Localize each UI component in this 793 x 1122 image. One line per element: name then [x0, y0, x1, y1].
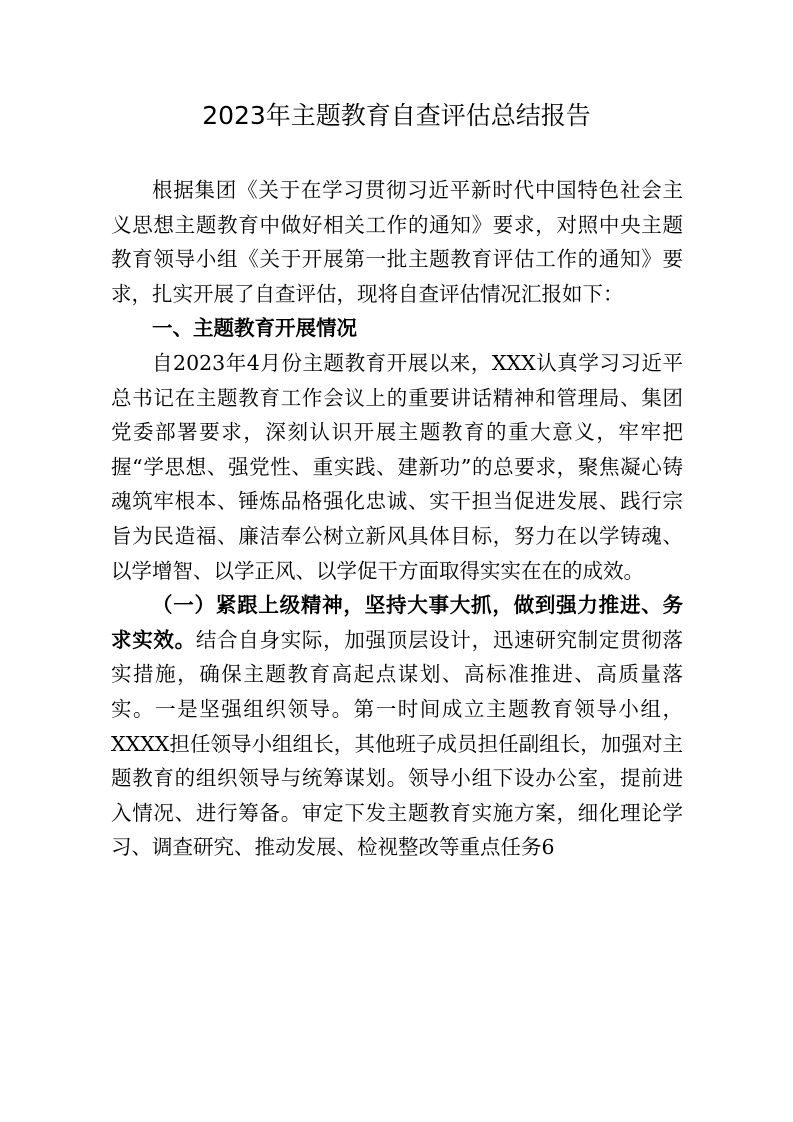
- subsection-1-text: 结合自身实际，加强顶层设计，迅速研究制定贯彻落实措施，确保主题教育高起点谋划、高标准推进、高质量落实。一是坚强组织领导。第一时间成立主题教育领导小组，XXXX担任领导小组组长，其他班子成员担任副组长，加强对主题教育的组织领导与统筹谋划。领导小组下设办公室，提前进入情况、进行筹备。审定下发主题教育实施方案，细化理论学习、调查研究、推动发展、检视整改等重点任务6: [111, 627, 684, 860]
- subsection-1-lead: （一）紧跟上级精神，坚持大事大抓，做到强力推进、务求实效。: [111, 593, 683, 652]
- subsection-1-paragraph: [111, 588, 683, 865]
- section-1-paragraph: 自2023年4月份主题教育开展以来，XXX认真学习习近平总书记在主题教育工作会议上的重要讲话精神和管理局、集团党委部署要求，深刻认识开展主题教育的重大意义，牢牢把握“学思想、强党性、重实践、建新功”的总要求，聚焦凝心铸魂筑牢根本、锤炼品格强化忠诚、实干担当促进发展、践行宗旨为民造福、廉洁奉公树立新风具体目标，努力在以学铸魂、以学增智、以学正风、以学促干方面取得实实在在的成效。: [111, 350, 683, 583]
- document-body: [111, 173, 683, 865]
- section-heading-1: 一、主题教育开展情况: [152, 316, 357, 341]
- document-title: 2023年主题教育自查评估总结报告: [202, 101, 591, 130]
- intro-paragraph: 根据集团《关于在学习贯彻习近平新时代中国特色社会主义思想主题教育中做好相关工作的通知》要求，对照中央主题教育领导小组《关于开展第一批主题教育评估工作的通知》要求，扎实开展了自查评估，现将自查评估情况汇报如下：: [111, 178, 683, 306]
